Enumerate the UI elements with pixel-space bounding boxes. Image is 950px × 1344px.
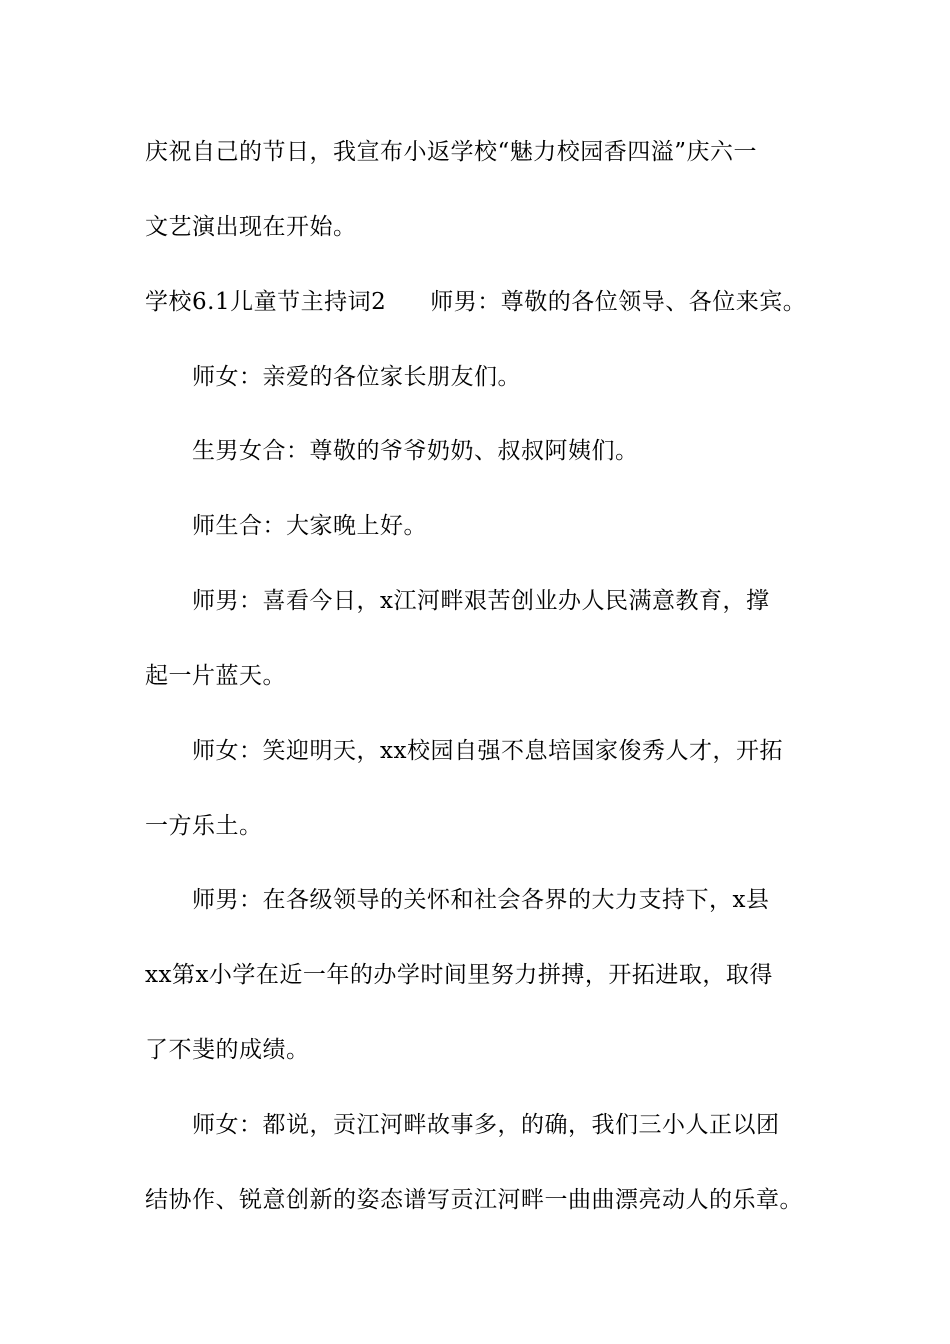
dialogue-line: 师男：尊敬的各位领导、各位来宾。 bbox=[430, 289, 807, 315]
dialogue-continuation: 一方乐土。 bbox=[145, 813, 263, 839]
dialogue-line: 师女：笑迎明天，xx校园自强不息培国家俊秀人才，开拓 bbox=[192, 738, 783, 764]
dialogue-continuation: xx第x小学在近一年的办学时间里努力拼搏，开拓进取，取得 bbox=[145, 962, 773, 988]
paragraph-line: 庆祝自己的节日，我宣布小返学校“魅力校园香四溢”庆六一 bbox=[145, 139, 758, 165]
dialogue-line: 师男：喜看今日，x江河畔艰苦创业办人民满意教育，撑 bbox=[192, 588, 770, 614]
dialogue-line: 师生合：大家晚上好。 bbox=[192, 513, 427, 539]
section-heading: 学校6.1儿童节主持词2 bbox=[145, 289, 387, 315]
dialogue-line: 生男女合：尊敬的爷爷奶奶、叔叔阿姨们。 bbox=[192, 438, 639, 464]
dialogue-continuation: 了不斐的成绩。 bbox=[145, 1037, 310, 1063]
dialogue-line: 师女：都说，贡江河畔故事多，的确，我们三小人正以团 bbox=[192, 1112, 780, 1138]
section-heading-line bbox=[145, 287, 806, 317]
dialogue-line: 师男：在各级领导的关怀和社会各界的大力支持下，x县 bbox=[192, 887, 770, 913]
dialogue-line: 师女：亲爱的各位家长朋友们。 bbox=[192, 364, 521, 390]
dialogue-continuation: 结协作、锐意创新的姿态谱写贡江河畔一曲曲漂亮动人的乐章。 bbox=[145, 1187, 803, 1213]
dialogue-continuation: 起一片蓝天。 bbox=[145, 663, 286, 689]
paragraph-line: 文艺演出现在开始。 bbox=[145, 214, 357, 240]
